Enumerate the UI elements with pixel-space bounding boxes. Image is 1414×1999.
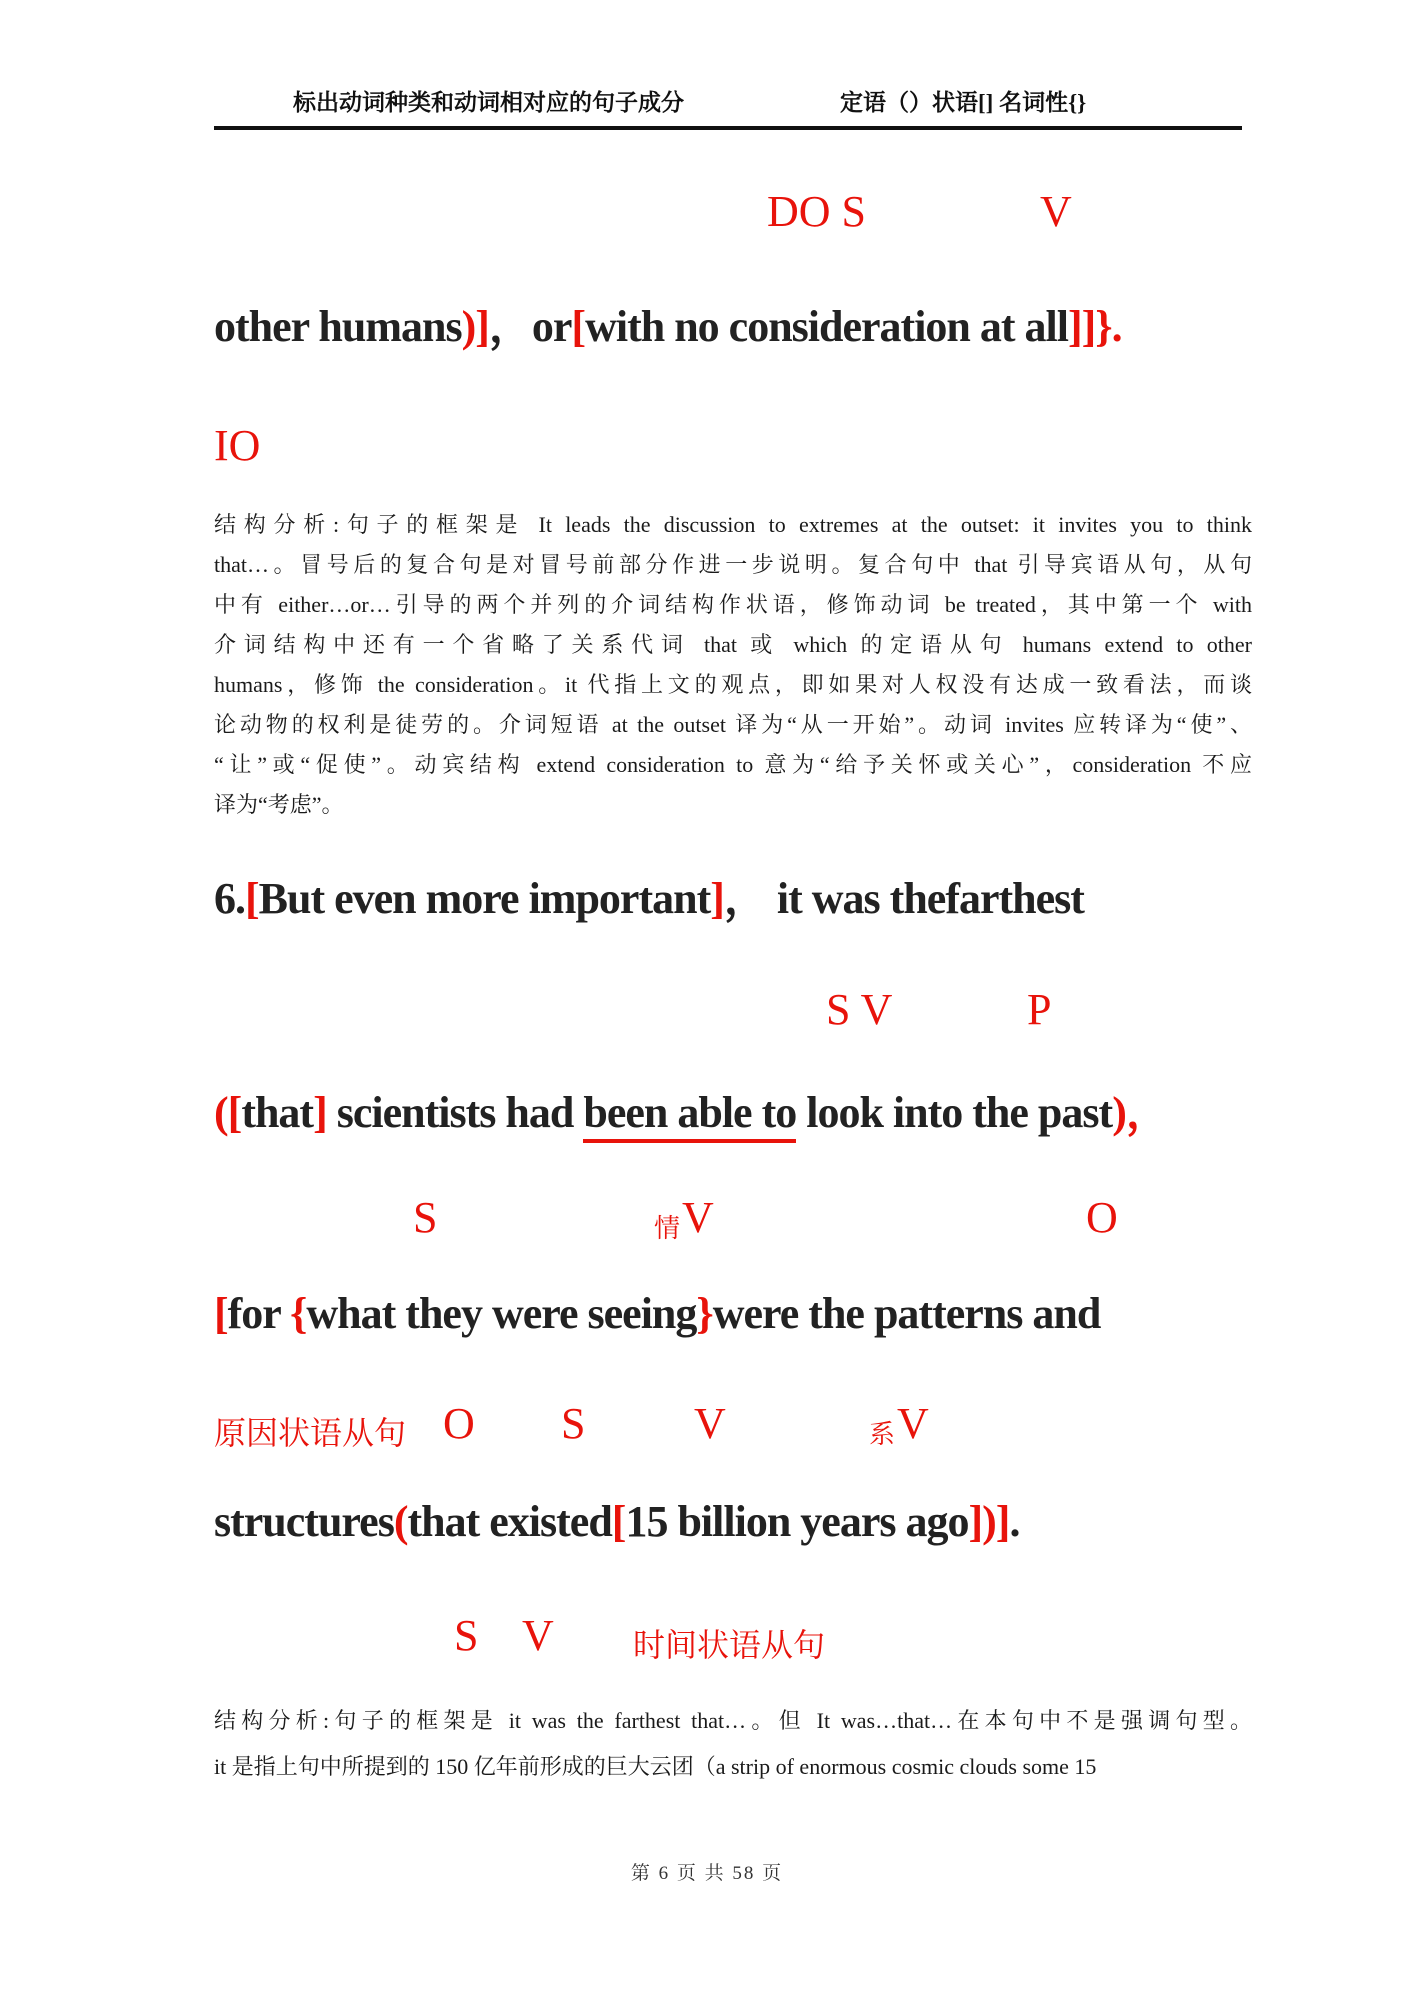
annotation-v: V [682,1193,714,1242]
annotation-clause-label: 原因状语从句 [214,1415,407,1451]
bracket: [ [214,1289,228,1338]
annotation-v: V [694,1399,726,1448]
heading-text: But even more important [258,874,711,923]
annotation-o: O [443,1399,475,1448]
annotation-row-4 [0,1398,1414,1458]
annotation-row-3 [0,1192,1414,1252]
analysis-line: it 是指上句中所提到的 150 亿年前形成的巨大云团（a strip of enormous cosmic clouds some 15 [214,1754,1097,1779]
sentence-3 [214,1288,1100,1339]
sentence-3-text: what they were seeing [306,1289,697,1338]
annotation-sv: S V [826,985,893,1034]
bracket: [ [571,302,586,351]
annotation-o: O [1086,1193,1118,1242]
analysis-paragraph-2 [214,1698,1252,1790]
sentence-2-text: look into the past [796,1088,1113,1137]
comma: ， [488,302,532,351]
bracket: ] [710,874,724,923]
bracket: ([ [214,1088,242,1137]
sentence-1 [214,290,1122,354]
header-legend: 定语（）状语[] 名词性{} [840,90,1087,115]
comma: ， [1125,1088,1169,1137]
sentence-1-text: or [531,302,572,351]
bracket: [ [245,874,259,923]
annotation-s: S [454,1611,479,1660]
annotation-v: V [897,1399,929,1448]
sentence-4-text: 15 billion years ago [625,1497,969,1546]
analysis-line: 论动物的权利是徒劳的。介词短语 at the outset 译为“从一开始”。动词 invites 应转译为“使”、 [214,712,1252,737]
annotation-row-1 [0,186,1414,246]
sentence-1-text: other humans [214,302,462,351]
sentence-2-text: scientists had [326,1088,584,1137]
annotation-io: IO [214,421,261,470]
annotation-do-s: DO S [767,187,867,236]
analysis-line: 结构分析:句子的框架是 It leads the discussion to extremes at the outset: it invites you to think [214,512,1252,537]
bracket: ])] [968,1497,1010,1546]
analysis-line: 介词结构中还有一个省略了关系代词 that 或 which 的定语从句 humans extend to other [214,632,1252,657]
bracket: ] [313,1088,327,1137]
annotation-s: S [561,1399,586,1448]
bracket: ]]}. [1068,302,1122,351]
bracket: ) [1112,1088,1126,1137]
bracket: { [290,1289,307,1338]
sentence-4-text: that existed [407,1497,612,1546]
annotation-s: S [413,1193,438,1242]
bracket: [ [611,1497,626,1546]
heading-text: it was thefarthest [766,874,1084,923]
analysis-line: 结构分析:句子的框架是 it was the farthest that…。但 It was…that…在本句中不是强调句型。 [214,1708,1252,1733]
comma: ， [723,874,767,923]
sentence-4 [214,1496,1019,1547]
sentence-2 [214,1076,1169,1140]
sentence-3-text: were the patterns and [712,1289,1101,1338]
bracket: )] [461,302,489,351]
sentence-6-heading [214,862,1084,926]
annotation-p: P [1027,985,1052,1034]
annotation-v: V [522,1611,554,1660]
annotation-row-5 [0,1610,1414,1670]
annotation-row-2 [0,984,1414,1044]
sentence-3-text: for [227,1289,291,1338]
annotation-qing: 情 [654,1214,681,1243]
analysis-paragraph-1 [214,505,1252,825]
item-number: 6. [214,874,245,923]
annotation-v: V [1040,187,1072,236]
sentence-1-text: with no consideration at all [585,302,1068,351]
bracket: } [696,1289,713,1338]
underlined-phrase: been able to [583,1088,796,1143]
analysis-line: 中有 either…or…引导的两个并列的介词结构作状语，修饰动词 be treated，其中第一个 with [214,592,1252,617]
analysis-line: humans，修饰 the consideration。it 代指上文的观点，即如果对人权没有达成一致看法，而谈 [214,672,1252,697]
sentence-4-text: structures [214,1497,394,1546]
sentence-2-text: that [241,1088,314,1137]
analysis-line: that…。冒号后的复合句是对冒号前部分作进一步说明。复合句中 that 引导宾语从句，从句 [214,552,1252,577]
annotation-xi: 系 [869,1420,896,1449]
header-left-title: 标出动词种类和动词相对应的句子成分 [293,90,684,115]
header-divider [214,126,1242,130]
bracket: ( [393,1497,408,1546]
annotation-clause-label: 时间状语从句 [633,1627,826,1663]
period: . [1009,1497,1020,1546]
analysis-line: “让”或“促使”。动宾结构 extend consideration to 意为“给予关怀或关心”，consideration 不应 [214,752,1252,777]
analysis-line: 译为“考虑”。 [214,792,344,817]
page-number-footer: 第 6 页 共 58 页 [630,1863,784,1884]
